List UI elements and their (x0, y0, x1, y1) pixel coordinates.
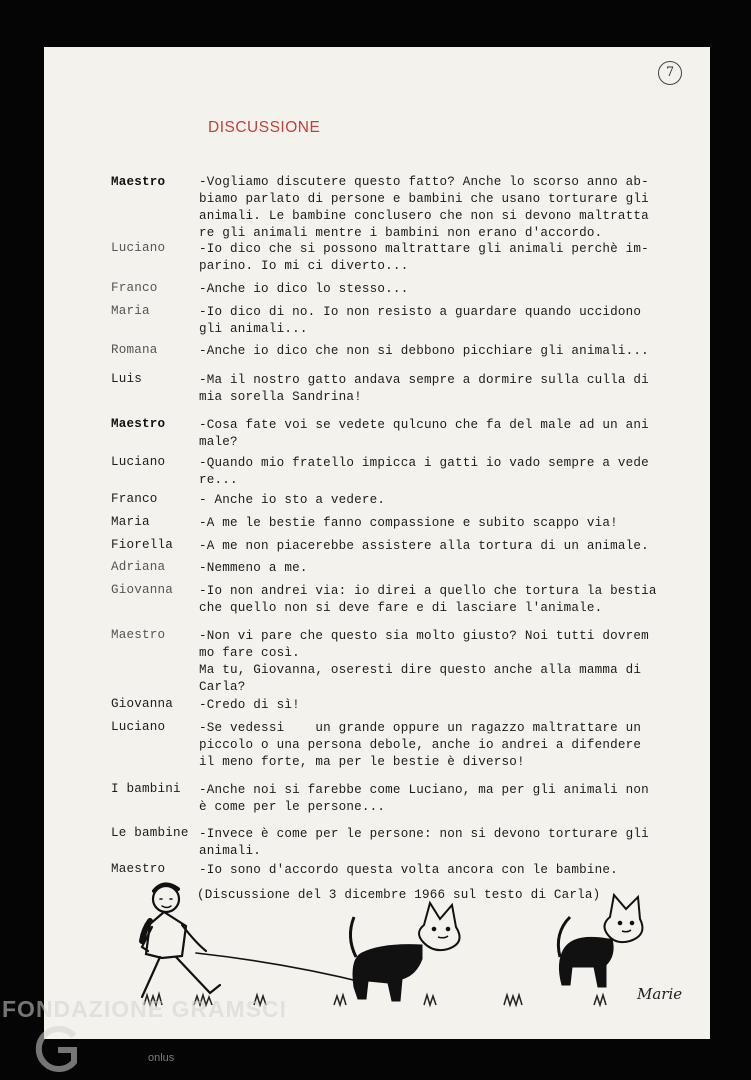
dialogue-line: -Io dico che si possono maltrattare gli animali perchè im- (199, 242, 649, 256)
speaker-label: Giovanna (111, 697, 174, 711)
dialogue-line: re gli animali mentre i bambini non erano d'accordo. (199, 226, 603, 240)
dialogue-line: -Io non andrei via: io direi a quello che tortura la bestia (199, 584, 657, 598)
dialogue-line: animali. (199, 844, 262, 858)
speaker-label: Maria (111, 515, 150, 529)
dialogue-line: -Quando mio fratello impicca i gatti io vado sempre a vede (199, 456, 649, 470)
dialogue-line: il meno forte, ma per le bestie è diverso! (199, 755, 525, 769)
dialogue-line: -Credo di sì! (199, 698, 300, 712)
dialogue-line: -A me non piacerebbe assistere alla tortura di un animale. (199, 539, 649, 553)
dialogue-line: -Vogliamo discutere questo fatto? Anche lo scorso anno ab- (199, 175, 649, 189)
archive-watermark-suffix: onlus (148, 1052, 175, 1064)
dialogue-line: -Ma il nostro gatto andava sempre a dormire sulla culla di (199, 373, 649, 387)
speaker-label: Maestro (111, 417, 166, 431)
dialogue-line: mia sorella Sandrina! (199, 390, 362, 404)
speaker-label: Maria (111, 304, 150, 318)
document-page (44, 47, 710, 1039)
dialogue-line: -Anche io dico lo stesso... (199, 282, 409, 296)
footnote: (Discussione del 3 dicembre 1966 sul testo di Carla) (197, 888, 601, 902)
dialogue-line: -Non vi pare che questo sia molto giusto? Noi tutti dovrem (199, 629, 649, 643)
dialogue-line: -Invece è come per le persone: non si devono torturare gli (199, 827, 649, 841)
speaker-label: Luciano (111, 455, 166, 469)
speaker-label: Luciano (111, 720, 166, 734)
dialogue-line: Carla? (199, 680, 246, 694)
archive-watermark: FONDAZIONE GRAMSCI (2, 996, 288, 1022)
page-title: DISCUSSIONE (208, 119, 321, 136)
dialogue-line: mo fare così. (199, 646, 300, 660)
speaker-label: I bambini (111, 782, 181, 796)
speaker-label: Franco (111, 492, 158, 506)
speaker-label: Le bambine (111, 826, 189, 840)
dialogue-line: -Io sono d'accordo questa volta ancora con le bambine. (199, 863, 618, 877)
dialogue-line: -Io dico di no. Io non resisto a guardare quando uccidono (199, 305, 642, 319)
dialogue-line: -Anche noi si farebbe come Luciano, ma per gli animali non (199, 783, 649, 797)
dialogue-line: è come per le persone... (199, 800, 386, 814)
speaker-label: Luciano (111, 241, 166, 255)
boy-illustration (142, 884, 366, 997)
dialogue-line: -Cosa fate voi se vedete qulcuno che fa del male ad un ani (199, 418, 649, 432)
speaker-label: Giovanna (111, 583, 174, 597)
speaker-label: Fiorella (111, 538, 174, 552)
dialogue-line: animali. Le bambine conclusero che non si devono maltratta (199, 209, 649, 223)
speaker-label: Maestro (111, 628, 166, 642)
page-number: 7 (658, 61, 682, 85)
dialogue-line: -Anche io dico che non si debbono picchiare gli animali... (199, 344, 649, 358)
dialogue-line: piccolo o una persona debole, anche io andrei a difendere (199, 738, 642, 752)
dialogue-line: gli animali... (199, 322, 308, 336)
cat-left-illustration (350, 903, 459, 1001)
dialogue-line: biamo parlato di persone e bambini che usano torturare gli (199, 192, 649, 206)
speaker-label: Maestro (111, 862, 166, 876)
dialogue-line: Ma tu, Giovanna, oseresti dire questo anche alla mamma di (199, 663, 642, 677)
speaker-label: Maestro (111, 175, 166, 189)
dialogue-line: -A me le bestie fanno compassione e subito scappo via! (199, 516, 618, 530)
speaker-label: Franco (111, 281, 158, 295)
speaker-label: Romana (111, 343, 158, 357)
watermark-logo-icon (30, 1026, 80, 1072)
dialogue-line: che quello non si deve fare e di lasciare l'animale. (199, 601, 603, 615)
dialogue-line: male? (199, 435, 238, 449)
dialogue-line: parino. Io mi ci diverto... (199, 259, 409, 273)
dialogue-line: - Anche io sto a vedere. (199, 493, 386, 507)
cat-right-illustration (558, 895, 642, 987)
dialogue-line: -Nemmeno a me. (199, 561, 308, 575)
speaker-label: Luis (111, 372, 143, 386)
artist-signature: Marie (637, 985, 683, 1003)
dialogue-line: re... (199, 473, 238, 487)
speaker-label: Adriana (111, 560, 166, 574)
dialogue-line: -Se vedessi un grande oppure un ragazzo maltrattare un (199, 721, 642, 735)
